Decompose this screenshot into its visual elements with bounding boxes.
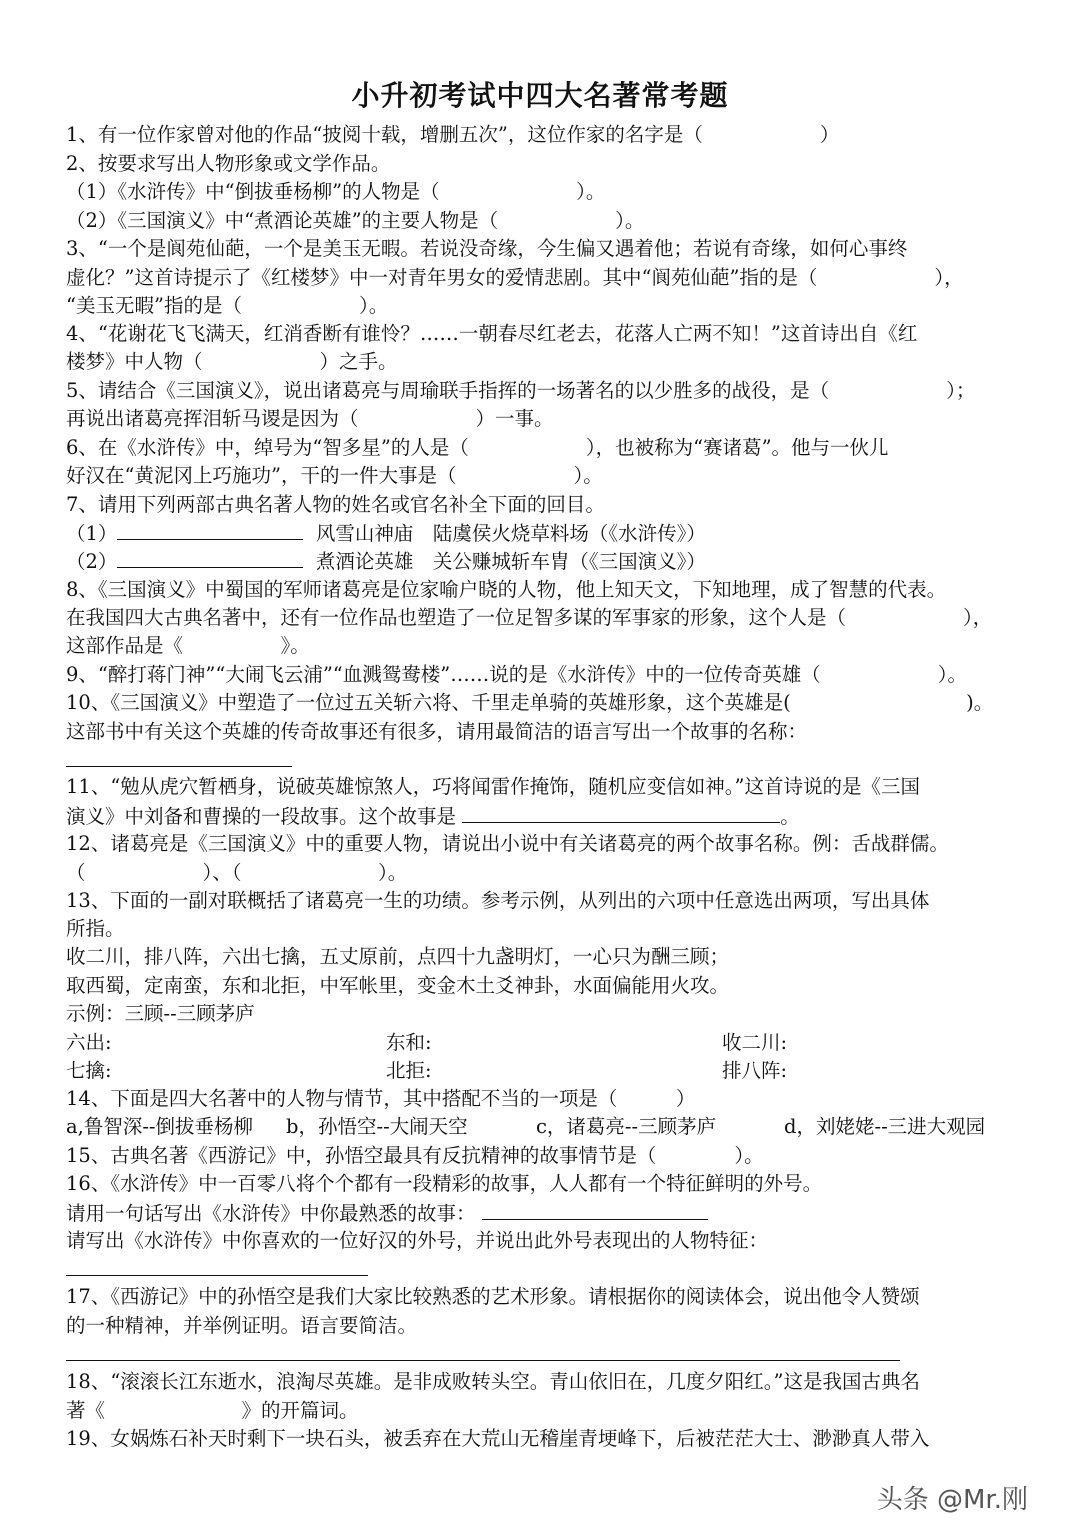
question-2-item-2: （2）《三国演义》中“煮酒论英雄”的主要人物是（ ）。 [66,209,645,232]
question-17-line-2: 的一种精神，并举例证明。语言要简洁。 [66,1314,418,1337]
question-6-line-2: 好汉在“黄泥冈上巧施功”，干的一件大事是（ ）。 [66,464,603,487]
question-8-line-1: 8、《三国演义》中蜀国的军师诸葛亮是位家喻户晓的人物，他上知天文，下知地理，成了智慧的代表。 [66,578,947,601]
question-8-line-2: 在我国四大古典名著中，还有一位作品也塑造了一位足智多谋的军事家的形象，这个人是（ ）， [66,606,993,629]
couplet-line-2: 取西蜀，定南蛮，东和北拒，中军帐里，变金木土爻神卦，水面偏能用火攻。 [66,974,730,997]
q14-option-b: b，孙悟空--大闹天空 [286,1115,468,1138]
question-7-item-2 [66,547,1026,576]
couplet-line-1: 收二川，排八阵，六出七擒，五丈原前，点四十九盏明灯，一心只为酬三顾； [66,945,730,968]
question-10-line-2: 这部书中有关这个英雄的传奇故事还有很多，请用最简洁的语言写出一个故事的名称： [66,720,808,743]
question-7-item-1 [66,519,1026,548]
grid-paibazhen: 排八阵: [722,1059,788,1082]
question-17-answer-line [66,1360,900,1361]
q7-item2-blank [117,547,303,568]
question-17-line-1: 17、《西游记》中的孙悟空是我们大家比较熟悉的艺术形象。请根据你的阅读体会，说出他令人赞颂 [66,1285,920,1308]
question-11-line-2: 演义》中刘备和曹操的一段故事。这个故事是 。 [66,802,1026,831]
question-16-answer-line [66,1275,368,1276]
question-3-line-1: 3、“一个是阆苑仙葩，一个是美玉无暇。若说没奇缘，今生偏又遇着他；若说有奇缘，如何心事终 [66,237,908,260]
question-7: 7、请用下列两部古典名著人物的姓名或官名补全下面的回目。 [66,493,605,516]
question-2: 2、按要求写出人物形象或文学作品。 [66,152,391,175]
q7-item1-blank [117,519,303,540]
q11-text: 演义》中刘备和曹操的一段故事。这个故事是 [66,805,457,828]
question-4-line-2: 楼梦》中人物（ ）之手。 [66,350,398,373]
question-6-line-1: 6、在《水浒传》中，绰号为“智多星”的人是（ ），也被称为“赛诸葛”。他与一伙儿 [66,436,889,459]
q14-option-a: a,鲁智深--倒拔垂杨柳 [66,1115,254,1138]
question-16-line-1: 16、《水浒传》中一百零八将个个都有一段精彩的故事，人人都有一个特征鲜明的外号。 [66,1172,823,1195]
question-16-line-2 [66,1199,1026,1228]
watermark [877,1479,1028,1516]
q14-option-c: c，诸葛亮--三顾茅庐 [536,1115,717,1138]
grid-shouerchuan: 收二川: [722,1031,788,1054]
question-9: 9、“醉打蒋门神”“大闹飞云浦”“血溅鸳鸯楼”……说的是《水浒传》中的一位传奇英雄（ ）。 [66,663,967,686]
question-13-line-1: 13、下面的一副对联概括了诸葛亮一生的功绩。参考示例，从列出的六项中任意选出两项，写出具体 [66,889,930,912]
grid-donghe: 东和: [386,1031,432,1054]
question-14: 14、下面是四大名著中的人物与情节，其中搭配不当的一项是（ ） [66,1087,696,1110]
question-19-line-1: 19、女娲炼石补天时剩下一块石头，被丢弃在大荒山无稽崖青埂峰下，后被茫茫大士、渺渺真人带入 [66,1427,930,1450]
grid-qiqin: 七擒: [66,1059,112,1082]
q7-item2-text: 煮酒论英雄 关公赚城斩车胄（《三国演义》） [315,550,706,573]
example-line: 示例：三顾--三顾茅庐 [66,1002,255,1025]
question-10-answer-line [66,766,292,767]
watermark-text: 头条 @Mr.刚 [876,1485,1028,1515]
question-16-line-3: 请写出《水浒传》中你喜欢的一位好汉的外号，并说出此外号表现出的人物特征： [66,1229,769,1252]
question-4-line-1: 4、“花谢花飞飞满天，红消香断有谁怜？……一朝春尽红老去，花落人亡两不知！”这首诗出自《红 [66,322,918,345]
question-10-line-1: 10、《三国演义》中塑造了一位过五关斩六将、千里走单骑的英雄形象，这个英雄是( )。 [66,691,994,714]
q7-item2-number: （2） [66,550,118,573]
question-3-line-3: “美玉无暇”指的是（ ）。 [66,294,389,317]
question-3-line-2: 虚化？”这首诗提示了《红楼梦》中一对青年男女的爱情悲剧。其中“阆苑仙葩”指的是（ ）， [66,266,964,289]
question-13-line-2: 所指。 [66,917,125,940]
question-12-line-1: 12、诸葛亮是《三国演义》中的重要人物，请说出小说中有关诸葛亮的两个故事名称。例：舌战群儒。 [66,832,949,855]
question-2-item-1: （1）《水浒传》中“倒拔垂杨柳”的人物是（ ）。 [66,180,606,203]
q7-item1-text: 风雪山神庙 陆虞侯火烧草料场（《水浒传》） [315,522,706,545]
grid-liuchu: 六出: [66,1031,112,1054]
question-1: 1、有一位作家曾对他的作品“披阅十载，增删五次”，这位作家的名字是（ ） [66,123,840,146]
question-18-line-1: 18、“滚滚长江东逝水，浪淘尽英雄。是非成败转头空。青山依旧在，几度夕阳红。”这是我国古典名 [66,1370,921,1393]
page-title: 小升初考试中四大名著常考题 [351,79,729,112]
q16-text: 请用一句话写出《水浒传》中你最熟悉的故事： [66,1202,476,1225]
q16-blank [482,1199,708,1220]
question-8-line-3: 这部作品是《 》。 [66,634,310,657]
q14-option-d: d，刘姥姥--三进大观园 [784,1115,986,1138]
grid-beiju: 北拒: [386,1059,432,1082]
question-5-line-2: 再说出诸葛亮挥泪斩马谡是因为（ ）一事。 [66,407,554,430]
q7-item1-number: （1） [66,522,118,545]
question-11-line-1: 11、“勉从虎穴暂栖身，说破英雄惊煞人，巧将闻雷作掩饰，随机应变信如神。”这首诗说的是《三国 [66,775,921,798]
question-18-line-2: 著《 》的开篇词。 [66,1399,359,1422]
question-15: 15、古典名著《西游记》中，孙悟空最具有反抗精神的故事情节是（ ）。 [66,1144,764,1167]
q11-blank [462,802,780,823]
question-5-line-1: 5、请结合《三国演义》，说出诸葛亮与周瑜联手指挥的一场著名的以少胜多的战役，是（ ）； [66,379,976,402]
question-12-line-2: （ ）、（ ）。 [66,861,408,884]
